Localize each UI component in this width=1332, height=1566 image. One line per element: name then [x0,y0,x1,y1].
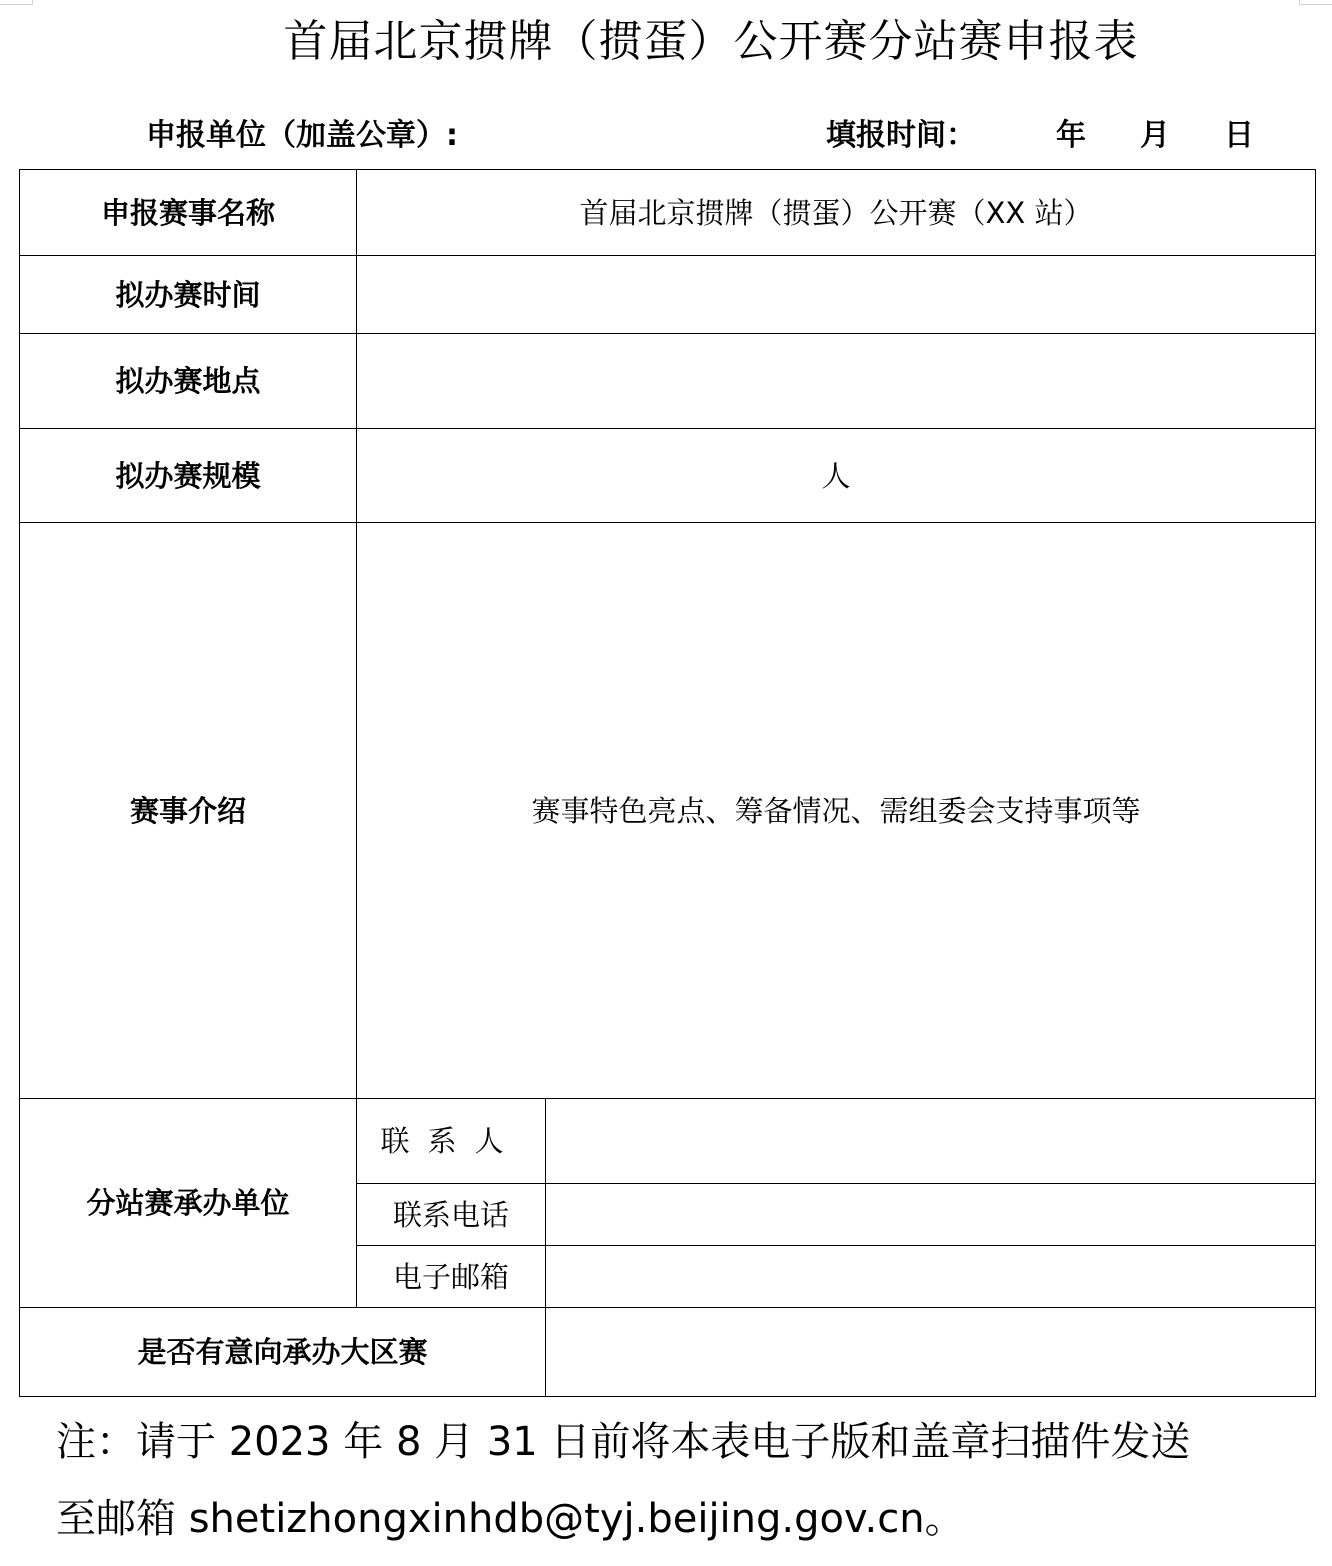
contact-person-label: 联系人 [357,1099,546,1184]
date-field[interactable] [357,256,1316,334]
page-corner-mark-left [0,0,33,5]
email-label: 电子邮箱 [357,1246,546,1308]
intro-field[interactable]: 赛事特色亮点、筹备情况、需组委会支持事项等 [357,523,1316,1099]
row-contact-person [20,1099,1316,1184]
fill-time-line [826,116,1254,156]
note-line-2: 至邮箱 shetizhongxinhdb@tyj.beijing.gov.cn。 [56,1496,965,1542]
application-form-table [19,169,1316,1397]
year-label: 年 [1056,118,1086,153]
contact-person-field[interactable] [546,1099,1316,1184]
note-line-1: 注：请于 2023 年 8 月 31 日前将本表电子版和盖章扫描件发送 [56,1419,1191,1465]
venue-field[interactable] [357,334,1316,429]
event-name-label: 申报赛事名称 [20,170,357,256]
regional-intent-field[interactable] [546,1308,1316,1397]
row-scale [20,429,1316,523]
month-label: 月 [1140,118,1170,153]
applicant-unit-label: 申报单位（加盖公章）: [146,118,458,153]
venue-label: 拟办赛地点 [20,334,357,429]
row-date [20,256,1316,334]
submission-note [56,1404,1296,1558]
contact-phone-label: 联系电话 [357,1184,546,1246]
document-title: 首届北京掼牌（掼蛋）公开赛分站赛申报表 [283,16,1139,67]
row-intro [20,523,1316,1099]
scale-label: 拟办赛规模 [20,429,357,523]
host-unit-label: 分站赛承办单位 [20,1099,357,1308]
date-label: 拟办赛时间 [20,256,357,334]
email-field[interactable] [546,1246,1316,1308]
row-venue [20,334,1316,429]
row-regional [20,1308,1316,1397]
page-corner-mark-right [1299,0,1332,5]
fill-time-label: 填报时间： [826,118,976,153]
intro-label: 赛事介绍 [20,523,357,1099]
scale-field[interactable]: 人 [357,429,1316,523]
regional-intent-label: 是否有意向承办大区赛 [20,1308,546,1397]
contact-phone-field[interactable] [546,1184,1316,1246]
row-event-name [20,170,1316,256]
event-name-value[interactable]: 首届北京掼牌（掼蛋）公开赛（XX 站） [357,170,1316,256]
day-label: 日 [1224,118,1254,153]
